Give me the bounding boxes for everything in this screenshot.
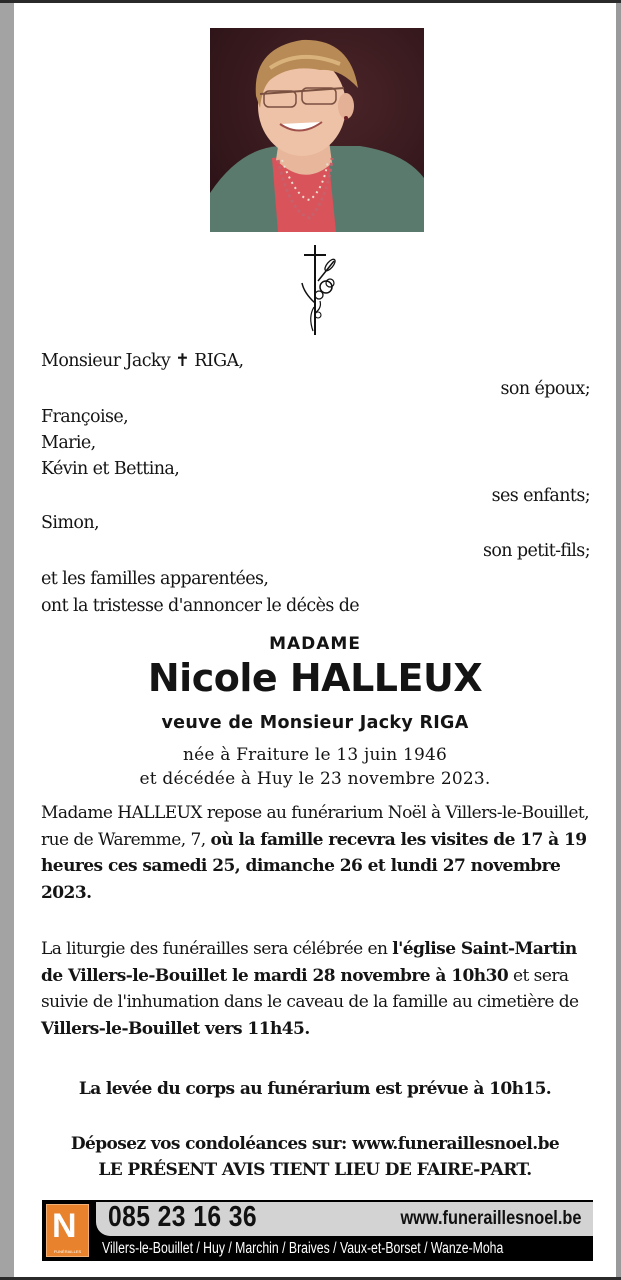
logo-caption: FUNÉRAILLES [53, 1249, 82, 1254]
logo-letter: N [52, 1207, 74, 1245]
visitation-hours: où la famille recevra les visites de 17 à 19 heures ces samedi 25, dimanche 26 et lundi 27 novembre 2023. [41, 829, 587, 903]
funeral-home-logo [46, 1204, 89, 1257]
family-line-child: Marie, [41, 433, 96, 453]
deceased-title: MADAME [269, 634, 361, 654]
funeral-paragraph [41, 936, 601, 1042]
right-border [616, 3, 621, 1277]
faire-part-notice: LE PRÉSENT AVIS TIENT LIEU DE FAIRE-PART. [98, 1160, 532, 1180]
obituary-page [14, 3, 616, 1277]
announcement-line: ont la tristesse d'annoncer le décès de [41, 596, 360, 616]
visitation-text: Madame HALLEUX repose au funérarium Noël à Villers-le-Bouillet, rue de Waremme, 7, [41, 803, 589, 850]
visitation-paragraph [41, 800, 601, 906]
portrait-photo [210, 28, 424, 232]
burial-location: Villers-le-Bouillet vers 11h45. [41, 1018, 310, 1039]
town-list: Villers-le-Bouillet / Huy / Marchin / Braives / Vaux-et-Borset / Wanze-Moha [102, 1240, 504, 1257]
website-link[interactable]: www.funeraillesnoel.be [399, 1208, 581, 1229]
family-line-grandchild: Simon, [41, 513, 99, 533]
deceased-widow-of: veuve de Monsieur Jacky RIGA [161, 713, 469, 733]
funeral-home-banner [42, 1200, 593, 1261]
death-info: et décédée à Huy le 23 novembre 2023. [139, 769, 491, 789]
family-line-child: Kévin et Bettina, [41, 459, 180, 479]
levee-notice: La levée du corps au funérarium est prévue à 10h15. [78, 1079, 552, 1099]
condolences-line: Déposez vos condoléances sur: www.funeraillesnoel.be [70, 1134, 560, 1154]
family-line-husband: Monsieur Jacky ✝ RIGA, [41, 351, 244, 371]
family-role-grandchild: son petit-fils; [482, 541, 590, 561]
portrait-photo-illustration [210, 28, 424, 232]
funeral-church: l'église Saint-Martin de Villers-le-Bouillet le mardi 28 novembre à 10h30 [41, 939, 577, 986]
family-line-relatives: et les familles apparentées, [41, 569, 269, 589]
family-line-child: Françoise, [41, 407, 129, 427]
phone-number[interactable]: 085 23 16 36 [108, 1201, 258, 1233]
funeral-text-1: La liturgie des funérailles sera célébrée en [41, 939, 393, 959]
birth-info: née à Fraiture le 13 juin 1946 [182, 745, 448, 765]
family-role-spouse: son époux; [500, 379, 590, 399]
funeral-text-2: et sera suivie de l'inhumation dans le caveau de la famille au cimetière de [41, 965, 579, 1012]
cross-with-flowers-icon [296, 243, 340, 337]
deceased-name: Nicole HALLEUX [147, 656, 483, 700]
family-role-children: ses enfants; [491, 486, 590, 506]
